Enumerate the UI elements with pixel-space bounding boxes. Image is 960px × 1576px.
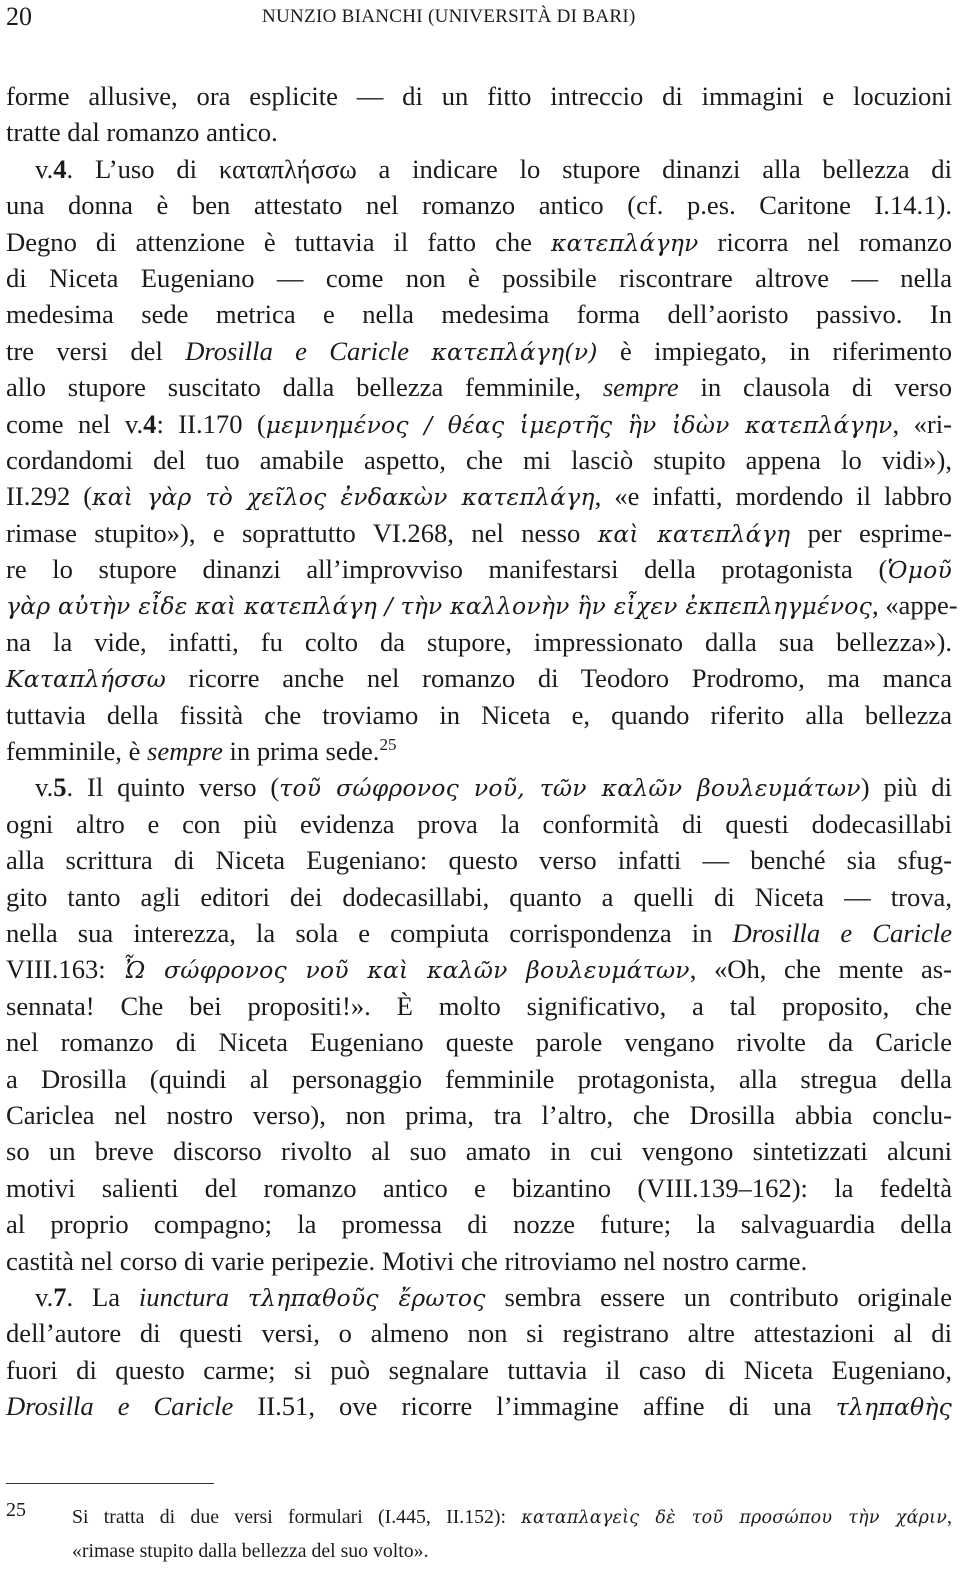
text-line (6, 1097, 952, 1133)
italic-text: sempre (147, 736, 223, 767)
text-line (6, 296, 952, 332)
text-run: . Il quinto verso ( (66, 772, 280, 803)
running-head: NUNZIO BIANCHI (UNIVERSITÀ DI BARI) (262, 6, 636, 27)
text-run: dell’autore di questi versi, o almeno non si registrano altre attestazioni al di (6, 1318, 952, 1349)
text-run (409, 336, 431, 366)
verse-number: 7 (53, 1281, 67, 1312)
text-run (229, 1282, 248, 1312)
text-run: . L’uso di καταπλήσσω a indicare lo stupore dinanzi alla bellezza di (66, 153, 952, 184)
text-line (6, 806, 952, 842)
text-run: v. (35, 772, 54, 803)
text-run: tuttavia della fissità che troviamo in Niceta e, quando riferito alla bellezza (6, 699, 952, 730)
text-run: per esprime- (790, 517, 952, 548)
text-run: tre versi del (6, 335, 186, 366)
text-run: : II.170 ( (156, 408, 266, 439)
text-line (6, 78, 952, 114)
text-run: nel romanzo di Niceta Eugeniano queste parole vengano rivolte da Caricle (6, 1027, 952, 1058)
text-run: Cariclea nel nostro verso), non prima, tra l’altro, che Drosilla abbia conclu- (6, 1099, 952, 1130)
text-run: II.51, ove ricorre l’immagine affine di una (233, 1391, 836, 1422)
text-line (6, 515, 952, 551)
text-run: II.292 ( (6, 481, 93, 512)
text-run: una donna è ben attestato nel romanzo antico (cf. p.es. Caritone I.14.1). (6, 190, 952, 221)
text-run: re lo stupore dinanzi all’improvviso manifestarsi della protagonista ( (6, 554, 888, 585)
text-line (72, 1535, 952, 1569)
text-run: ricorre anche nel romanzo di Teodoro Prodromo, ma manca (165, 663, 952, 694)
text-line (6, 333, 952, 369)
text-line (6, 587, 958, 623)
text-run: cordandomi del tuo amabile aspetto, che mi lasciò stupito appena lo vidi»), (6, 444, 952, 475)
text-run: al proprio compagno; la promessa di nozze future; la salvaguardia della (6, 1209, 952, 1240)
text-line (6, 660, 952, 696)
text-line (6, 114, 952, 150)
greek-quotation: Ὁμοῦ (887, 556, 952, 585)
text-line (6, 1315, 952, 1351)
verse-number: 5 (53, 772, 67, 803)
text-run: in clausola di verso (678, 372, 953, 403)
text-line (6, 1206, 952, 1242)
text-line (6, 224, 952, 260)
greek-quotation: μεμνημένος / θέας ἱμερτῆς ἣν ἰδὼν κατεπλάγην (265, 410, 893, 439)
greek-quotation: Καταπλήσσω (6, 665, 166, 694)
text-run: a Drosilla (quindi al personaggio femminile protagonista, alla stregua della (6, 1063, 952, 1094)
footnote-number: 25 (6, 1499, 26, 1521)
verse-number: 4 (53, 153, 67, 184)
text-run: , (947, 1506, 952, 1528)
text-run: sembra essere un contributo originale (485, 1281, 953, 1312)
text-line (6, 1061, 952, 1097)
greek-quotation: γὰρ αὐτὴν εἶδε καὶ κατεπλάγη / τὴν καλλονὴν ἣν εἶχεν ἐκπεπληγμένος (6, 592, 872, 621)
text-run: , «e infatti, mordendo il labbro (594, 481, 952, 512)
greek-quotation: τληπαθὴς (835, 1393, 953, 1422)
text-run: femminile, è (6, 736, 148, 767)
text-line (6, 1243, 952, 1279)
text-line (6, 369, 952, 405)
text-run: VIII.163: (6, 954, 124, 985)
text-run: è impiegato, in riferimento (597, 335, 953, 366)
text-run: gito tanto agli editori dei dodecasillabi, quanto a quelli di Niceta — trova, (6, 881, 952, 912)
page-header (0, 0, 960, 40)
body-text (6, 78, 958, 1424)
text-run: castità nel corso di varie peripezie. Motivi che ritroviamo nel nostro carme. (6, 1245, 808, 1276)
text-run: in prima sede. (222, 736, 380, 767)
text-line (6, 733, 952, 769)
text-run: alla scrittura di Niceta Eugeniano: questo verso infatti — benché sia sfug- (6, 845, 952, 876)
italic-text: iunctura (138, 1281, 230, 1312)
text-line (6, 951, 952, 987)
text-line (6, 988, 952, 1024)
text-line (6, 1170, 952, 1206)
text-run: Degno di attenzione è tuttavia il fatto che (6, 226, 552, 257)
text-run: sennata! Che bei propositi!». È molto significativo, a tal proposito, che (6, 990, 952, 1021)
text-run: forme allusive, ora esplicite — di un fitto intreccio di immagini e locuzioni (6, 81, 952, 111)
greek-quotation: Ὦ σώφρονος νοῦ καὶ καλῶν βουλευμάτων (123, 956, 690, 985)
greek-quotation: τοῦ σώφρονος νοῦ, τῶν καλῶν βουλευμάτων (279, 774, 861, 803)
page-number: 20 (6, 2, 32, 31)
footnote-reference: 25 (379, 735, 397, 755)
text-line (6, 478, 952, 514)
text-run: nella sua interezza, la sola e compiuta corrispondenza in (6, 917, 733, 948)
italic-text: sempre (602, 372, 679, 403)
text-run: , «ri- (892, 408, 953, 439)
text-run: na la vide, infatti, fu colto da stupore, impressionato dalla sua bellezza»). (6, 626, 952, 657)
text-line (6, 879, 952, 915)
text-run: ogni altro e con più evidenza prova la conformità di questi dodecasillabi (6, 808, 952, 839)
greek-quotation: κατεπλάγη(ν) (431, 337, 598, 366)
text-line (6, 842, 952, 878)
text-run: ) più di (860, 772, 952, 803)
text-run: rimase stupito»), e soprattutto VI.268, nel nesso (6, 517, 598, 548)
italic-text: Drosilla e Caricle (732, 917, 952, 948)
text-line (6, 769, 952, 805)
text-run: so un breve discorso rivolto al suo amato in cui vengono sintetizzati alcuni (6, 1136, 952, 1167)
text-run: v. (35, 153, 54, 184)
text-run: , «appe- (871, 590, 958, 621)
text-run: di Niceta Eugeniano — come non è possibile riscontrare altrove — nella (6, 262, 952, 293)
text-line (6, 915, 952, 951)
text-run: , «Oh, che mente as- (689, 954, 952, 985)
text-run: Si tratta di due versi formulari (I.445, II.152): (72, 1506, 522, 1528)
text-run: medesima sede metrica e nella medesima forma dell’aoristo passivo. In (6, 299, 952, 330)
text-line (6, 406, 952, 442)
text-line (6, 697, 952, 733)
text-run: . La (66, 1281, 139, 1312)
text-run: fuori di questo carme; si può segnalare tuttavia il caso di Niceta Eugeniano, (6, 1354, 952, 1385)
verse-number: 4 (143, 408, 157, 439)
footnote-text (72, 1501, 952, 1569)
text-line (6, 1388, 952, 1424)
text-run: motivi salienti del romanzo antico e bizantino (VIII.139–162): la fedeltà (6, 1172, 952, 1203)
text-run: «rimase stupito dalla bellezza del suo volto». (72, 1540, 429, 1562)
text-line (6, 1133, 952, 1169)
text-line (6, 151, 952, 187)
text-run: v. (35, 1281, 54, 1312)
greek-quotation: καὶ κατεπλάγη (597, 519, 791, 548)
text-line (6, 442, 952, 478)
text-line (6, 260, 952, 296)
text-line (6, 1352, 952, 1388)
text-run: tratte dal romanzo antico. (6, 117, 278, 148)
text-run: come nel v. (6, 408, 144, 439)
text-line (6, 551, 952, 587)
text-run: allo stupore suscitato dalla bellezza femminile, (6, 372, 603, 403)
text-line (6, 1279, 952, 1315)
text-run: ricorra nel romanzo (698, 226, 952, 257)
text-line (72, 1501, 952, 1535)
italic-text: Drosilla e Caricle (185, 335, 410, 366)
text-line (6, 624, 952, 660)
text-line (6, 187, 952, 223)
text-line (6, 1024, 952, 1060)
greek-quotation: καὶ γὰρ τὸ χεῖλος ἐνδακὼν κατεπλάγη (92, 483, 595, 512)
italic-text: Drosilla e Caricle (6, 1391, 234, 1422)
greek-quotation: καταπλαγεὶς δὲ τοῦ προσώπου τὴν χάριν (521, 1508, 948, 1528)
greek-quotation: κατεπλάγην (551, 228, 699, 257)
greek-quotation: τληπαθοῦς ἔρωτος (247, 1283, 486, 1312)
footnote-divider (6, 1483, 214, 1484)
